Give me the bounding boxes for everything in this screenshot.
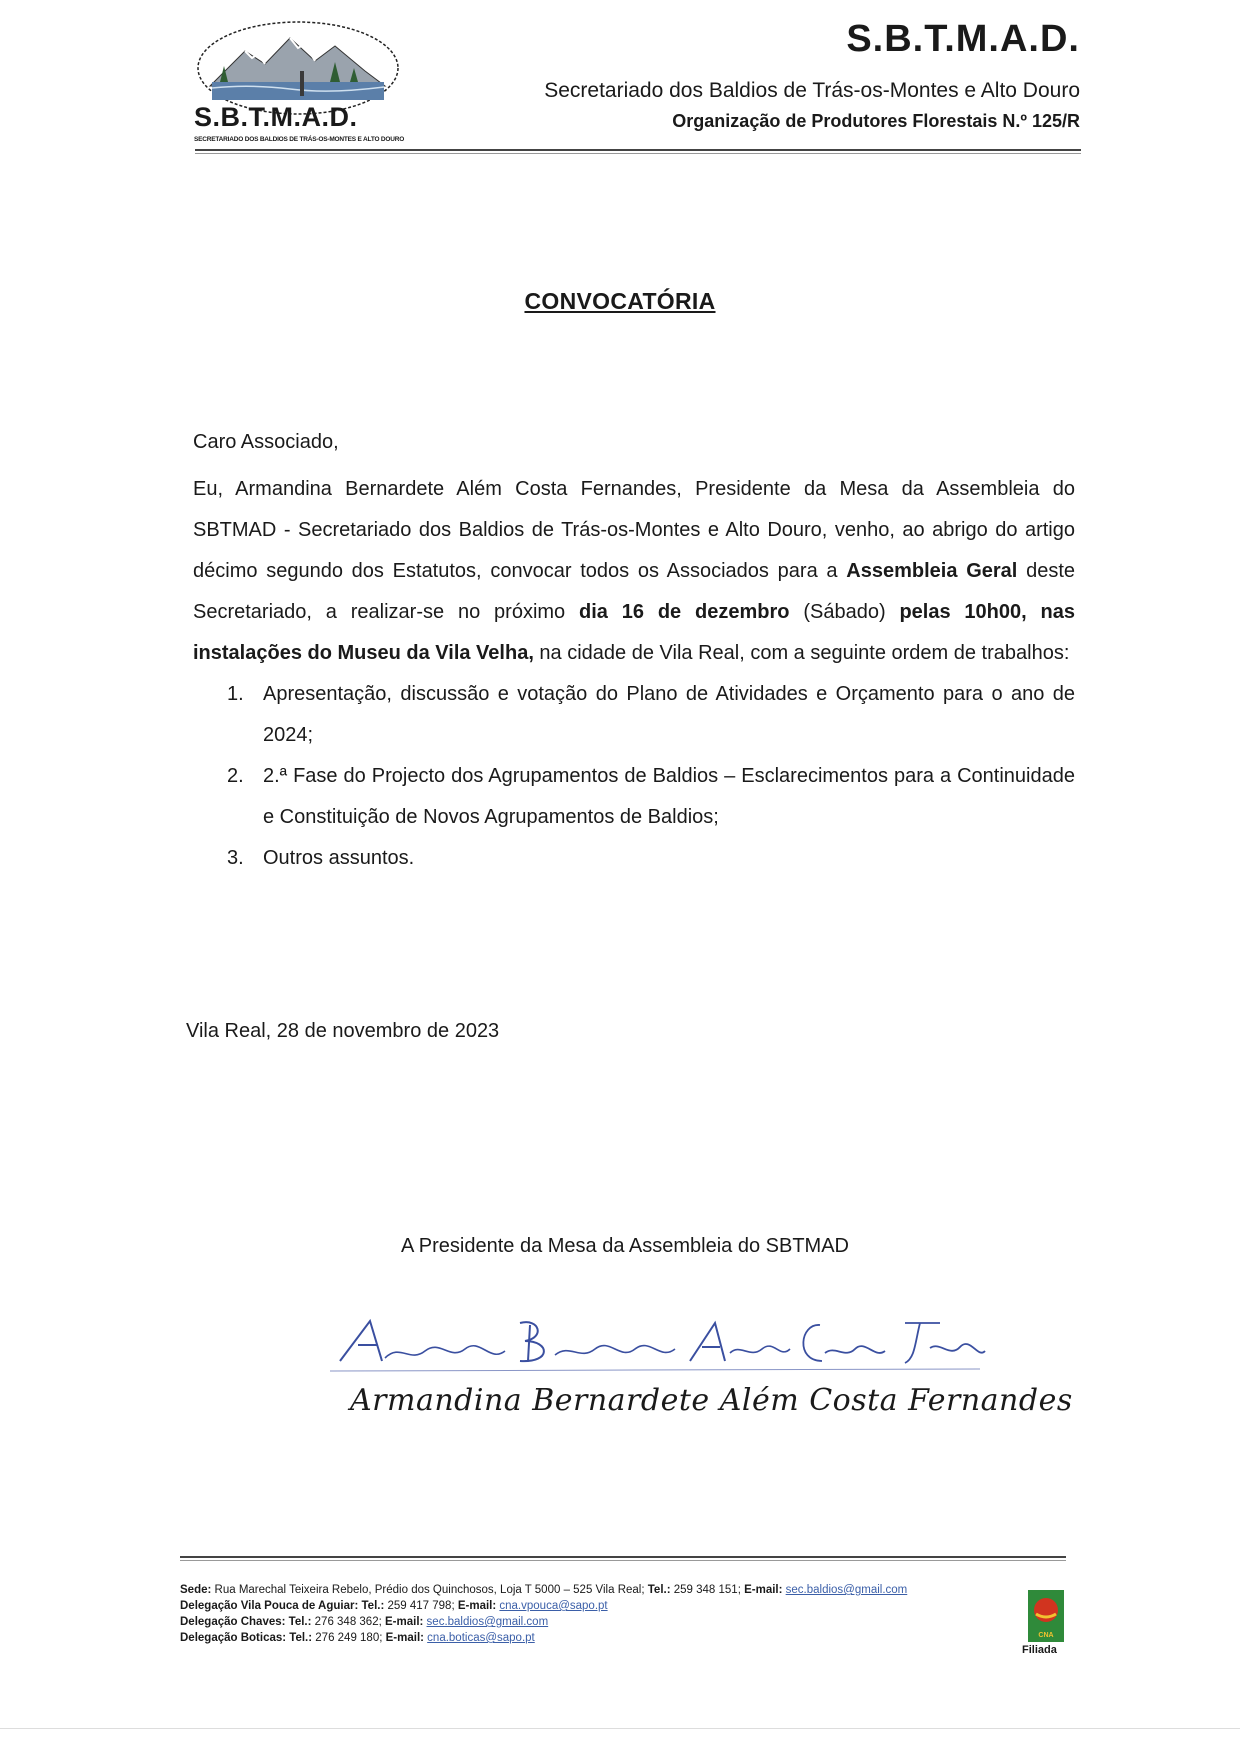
organization-logo: [190, 16, 410, 143]
badge-text: CNA: [1038, 1632, 1054, 1639]
agenda-number: 2.: [227, 765, 244, 787]
scan-edge: [0, 1728, 1240, 1731]
boticas-email-link[interactable]: cna.boticas@sapo.pt: [427, 1632, 535, 1644]
organization-acronym: S.B.T.M.A.D.: [846, 18, 1080, 60]
footer-divider: [180, 1556, 1066, 1561]
sede-tel: 259 348 151;: [670, 1584, 745, 1596]
salutation: Caro Associado,: [193, 431, 339, 453]
vpa-email-label: E-mail:: [457, 1600, 497, 1612]
organization-header: [544, 18, 1080, 132]
chaves-email-link[interactable]: sec.baldios@gmail.com: [426, 1616, 549, 1628]
boticas-tel: 276 249 180;: [312, 1632, 386, 1644]
boticas-label: Delegação Boticas: Tel.:: [180, 1632, 313, 1644]
footer-line-sede: [180, 1582, 907, 1598]
document-title: CONVOCATÓRIA: [524, 288, 716, 314]
meeting-date: dia 16 de dezembro: [579, 601, 790, 623]
handwritten-signature-icon: [330, 1303, 990, 1383]
paragraph-intro: Eu, Armandina Bernardete Além Costa Fernandes, Presidente da Mesa da Assembleia do SBTMAD - Secretariado dos Baldios de Trás-os-Montes e Alto Douro, venho, ao abrigo do artigo décimo segundo dos Estatutos, convocar todos os Associados para a: [193, 478, 1075, 582]
agenda-number: 1.: [227, 683, 244, 705]
footer-line-chaves: [180, 1614, 907, 1630]
place-and-date: Vila Real, 28 de novembro de 2023: [186, 1020, 500, 1042]
signer-title: A Presidente da Mesa da Assembleia do SBTMAD: [400, 1235, 849, 1257]
chaves-tel: 276 348 362;: [311, 1616, 385, 1628]
paragraph-end: na cidade de Vila Real, com a seguinte ordem de trabalhos:: [533, 642, 1070, 664]
convocation-paragraph: [193, 469, 1075, 674]
vpa-email-link[interactable]: cna.vpouca@sapo.pt: [499, 1600, 608, 1612]
badge-label: Filiada: [1022, 1644, 1057, 1656]
header-divider: [195, 149, 1081, 154]
mountain-lake-logo-icon: [190, 16, 410, 116]
agenda-item: [193, 756, 1075, 838]
paragraph-mid-1: deste Secretariado, a realizar-se no próximo: [193, 560, 1076, 623]
paragraph-mid-2: (Sábado): [789, 601, 900, 623]
cna-affiliation-badge-icon: [1028, 1590, 1064, 1642]
vpa-tel: 259 417 798;: [384, 1600, 458, 1612]
signature-name: Armandina Bernardete Além Costa Fernandes: [350, 1383, 1073, 1418]
boticas-email-label: E-mail:: [385, 1632, 424, 1644]
letter-body: [193, 422, 1075, 879]
chaves-label: Delegação Chaves: Tel.:: [180, 1616, 312, 1628]
sede-tel-label: Tel.:: [647, 1584, 671, 1596]
agenda-text: Outros assuntos.: [263, 847, 415, 869]
agenda-item: [193, 674, 1075, 756]
agenda-text: Apresentação, discussão e votação do Plano de Atividades e Orçamento para o ano de 2024;: [263, 683, 1075, 746]
vpa-label: Delegação Vila Pouca de Aguiar: Tel.:: [180, 1600, 385, 1612]
organization-subtitle: Organização de Produtores Florestais N.º 125/R: [672, 111, 1080, 131]
agenda-list: [193, 674, 1075, 879]
agenda-number: 3.: [227, 847, 244, 869]
sede-label: Sede:: [180, 1584, 212, 1596]
footer-contacts: [180, 1582, 907, 1646]
logo-subtitle: SECRETARIADO DOS BALDIOS DE TRÁS-OS-MONTES E ALTO DOURO: [194, 136, 405, 143]
meeting-time-place: pelas 10h00, nas instalações do Museu da Vila Velha,: [193, 601, 1076, 664]
logo-acronym: S.B.T.M.A.D.: [194, 102, 358, 132]
sede-email-link[interactable]: sec.baldios@gmail.com: [785, 1584, 908, 1596]
agenda-text: 2.ª Fase do Projecto dos Agrupamentos de Baldios – Esclarecimentos para a Continuidade e Constituição de Novos Agrupamentos de Baldios;: [263, 765, 1075, 828]
organization-name: Secretariado dos Baldios de Trás-os-Montes e Alto Douro: [544, 79, 1080, 102]
assembly-name: Assembleia Geral: [846, 560, 1018, 582]
sede-address: Rua Marechal Teixeira Rebelo, Prédio dos Quinchosos, Loja T 5000 – 525 Vila Real;: [211, 1584, 648, 1596]
sede-email-label: E-mail:: [744, 1584, 783, 1596]
footer-line-vpa: [180, 1598, 907, 1614]
agenda-item: [193, 838, 1075, 879]
footer-line-boticas: [180, 1630, 907, 1646]
chaves-email-label: E-mail:: [385, 1616, 424, 1628]
